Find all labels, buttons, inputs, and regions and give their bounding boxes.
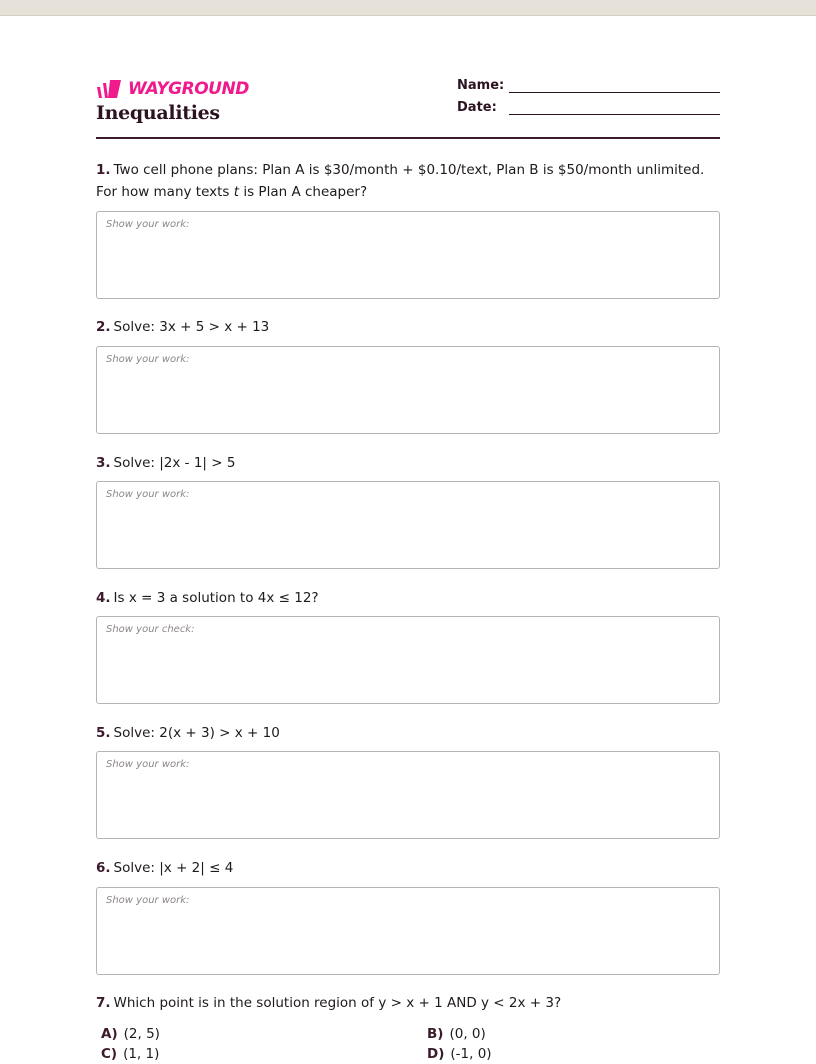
question-number: 7. <box>96 995 111 1011</box>
question-7 <box>96 992 720 1014</box>
choice-text: (-1, 0) <box>450 1046 492 1062</box>
answer-box-2[interactable] <box>96 346 720 434</box>
choice-letter: C) <box>101 1046 118 1062</box>
question-number: 2. <box>96 319 111 335</box>
answer-box-label: Show your work: <box>106 354 190 365</box>
choice-text: (2, 5) <box>123 1026 160 1042</box>
question-text: Solve: 3x + 5 > x + 13 <box>113 319 270 335</box>
choice-d[interactable] <box>427 1044 492 1064</box>
question-text: Which point is in the solution region of y > x + 1 AND y < 2x + 3? <box>113 995 562 1011</box>
answer-box-5[interactable] <box>96 751 720 839</box>
choice-letter: B) <box>427 1026 444 1042</box>
choice-c[interactable] <box>101 1044 159 1064</box>
question-text: Two cell phone plans: Plan A is $30/month + $0.10/text, Plan B is $50/month unlimited. For how many texts <box>96 162 705 200</box>
question-text: Solve: |2x - 1| > 5 <box>113 455 236 471</box>
answer-box-6[interactable] <box>96 887 720 975</box>
question-5 <box>96 722 720 744</box>
choice-text: (1, 1) <box>123 1046 160 1062</box>
answer-box-label: Show your work: <box>106 489 190 500</box>
choice-b[interactable] <box>427 1024 486 1044</box>
choice-letter: A) <box>101 1026 118 1042</box>
date-line[interactable] <box>509 114 720 115</box>
choice-letter: D) <box>427 1046 445 1062</box>
date-label: Date: <box>457 100 497 115</box>
name-field[interactable] <box>457 78 720 94</box>
question-text: Is x = 3 a solution to 4x ≤ 12? <box>113 590 319 606</box>
question-number: 6. <box>96 860 111 876</box>
answer-box-label: Show your work: <box>106 219 190 230</box>
answer-box-label: Show your work: <box>106 895 190 906</box>
question-text: Solve: 2(x + 3) > x + 10 <box>113 725 280 741</box>
choice-a[interactable] <box>101 1024 160 1044</box>
question-4 <box>96 587 720 609</box>
question-text: Solve: |x + 2| ≤ 4 <box>113 860 234 876</box>
top-toolbar-strip <box>0 0 816 16</box>
choice-text: (0, 0) <box>449 1026 486 1042</box>
answer-box-4[interactable] <box>96 616 720 704</box>
answer-box-label: Show your check: <box>106 624 195 635</box>
logo-text: WAYGROUND <box>128 79 249 99</box>
question-3 <box>96 452 720 474</box>
question-text-after: is Plan A cheaper? <box>239 184 368 200</box>
date-field[interactable] <box>457 100 720 116</box>
brand-logo <box>96 79 249 99</box>
page-title: Inequalities <box>96 102 220 124</box>
header-divider <box>96 137 720 139</box>
question-variable: t <box>233 184 240 200</box>
name-line[interactable] <box>509 92 720 93</box>
question-6 <box>96 857 720 879</box>
question-2 <box>96 316 720 338</box>
answer-box-label: Show your work: <box>106 759 190 770</box>
answer-box-3[interactable] <box>96 481 720 569</box>
answer-box-1[interactable] <box>96 211 720 299</box>
question-number: 4. <box>96 590 111 606</box>
question-number: 3. <box>96 455 111 471</box>
name-label: Name: <box>457 78 505 93</box>
question-1 <box>96 159 720 203</box>
logo-mark-icon <box>96 79 122 99</box>
question-number: 1. <box>96 162 111 178</box>
question-number: 5. <box>96 725 111 741</box>
